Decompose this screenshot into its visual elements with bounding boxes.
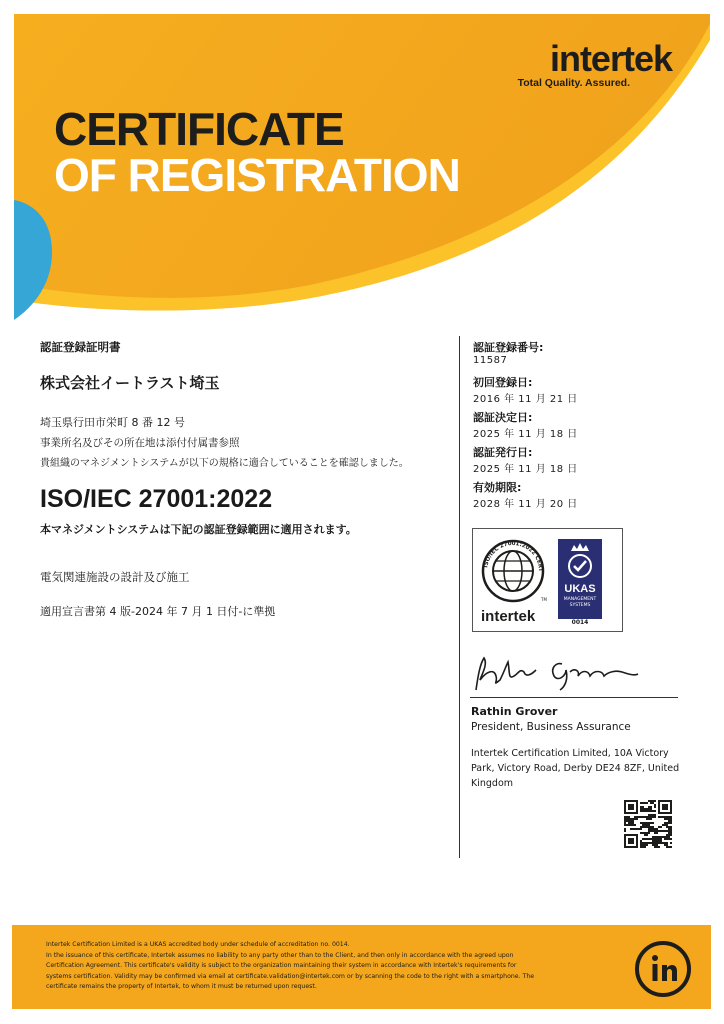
ukas-line2: SYSTEMS — [569, 603, 591, 608]
ukas-line1: MANAGEMENT — [563, 597, 597, 602]
reg-number-value: 11587 — [473, 355, 508, 366]
intertek-mark-word: intertek — [481, 608, 536, 625]
ukas-crown-tick-icon — [558, 539, 602, 583]
issue-date-label: 認証発行日: — [473, 446, 533, 459]
soa-reference: 適用宣言書第 4 版-2024 年 7 月 1 日付-に準拠 — [40, 605, 276, 618]
ukas-number: 0014 — [571, 619, 589, 626]
decision-date-label: 認証決定日: — [473, 411, 533, 424]
column-divider — [459, 336, 460, 858]
intertek-tagline: Total Quality. Assured. — [517, 77, 630, 89]
issuer-address: Intertek Certification Limited, 10A Victory Park, Victory Road, Derby DE24 8ZF, United Kingdom — [471, 748, 680, 789]
footer-disclaimer — [46, 940, 606, 993]
scope-intro: 本マネジメントシステムは下記の認証登録範囲に適用されます。 — [40, 523, 357, 536]
footer-line: Intertek Certification Limited is a UKAS accredited body under schedule of accreditation no. 0014. — [46, 941, 350, 948]
ukas-name: UKAS — [564, 583, 596, 595]
signatory-name: Rathin Grover — [471, 705, 558, 718]
company-address: 埼玉県行田市栄町 8 番 12 号 — [40, 416, 185, 429]
signatory-title: President, Business Assurance — [471, 721, 631, 733]
expiry-date-value: 2028 年 11 月 20 日 — [473, 499, 578, 510]
title-line-1: CERTIFICATE — [54, 103, 344, 155]
handwritten-signature — [470, 650, 640, 696]
initial-reg-label: 初回登録日: — [473, 376, 533, 389]
conformance-statement: 貴組織のマネジメントシステムが以下の規格に適合していることを確認しました。 — [40, 458, 409, 469]
sites-note: 事業所名及びその所在地は添付付属書参照 — [40, 437, 240, 449]
expiry-date-label: 有効期限: — [473, 481, 522, 494]
footer-line: certificate remains the property of Intertek, to whom it must be returned upon request. — [46, 983, 317, 990]
tm-mark: TM — [541, 597, 547, 602]
qr-code[interactable] — [622, 798, 674, 850]
ring-text: ISO/IEC 27001:2022 CERT — [483, 540, 544, 572]
footer-line: systems certification. Validity may be confirmed via email at certificate.validation@intertek.com or by scanning the code to the right with a smartphone. The — [46, 972, 535, 980]
intertek-logo-wordmark: intertek — [549, 38, 672, 79]
initial-reg-value: 2016 年 11 月 21 日 — [473, 394, 578, 405]
company-name: 株式会社イートラスト埼玉 — [40, 374, 220, 392]
issue-date-value: 2025 年 11 月 18 日 — [473, 464, 578, 475]
scope-text: 電気関連施設の設計及び施工 — [40, 570, 190, 584]
intertek-in-logo — [632, 938, 694, 1000]
ukas-logo — [558, 539, 602, 619]
certificate-heading: 認証登録証明書 — [40, 340, 121, 354]
reg-number-label: 認証登録番号: — [473, 341, 544, 354]
accreditation-logos — [472, 528, 623, 632]
decision-date-value: 2025 年 11 月 18 日 — [473, 429, 578, 440]
iso-standard: ISO/IEC 27001:2022 — [40, 485, 273, 513]
footer-line: In the issuance of this certificate, Intertek assumes no liability to any party other than to the Client, and then only in accordance with the agreed upon — [46, 951, 514, 959]
signature-line — [470, 697, 678, 698]
title-line-2: OF REGISTRATION — [54, 149, 460, 201]
footer-line: Certification Agreement. This certificate's validity is subject to the organization maintaining their system in accordance with Intertek's requirements for — [46, 962, 517, 969]
